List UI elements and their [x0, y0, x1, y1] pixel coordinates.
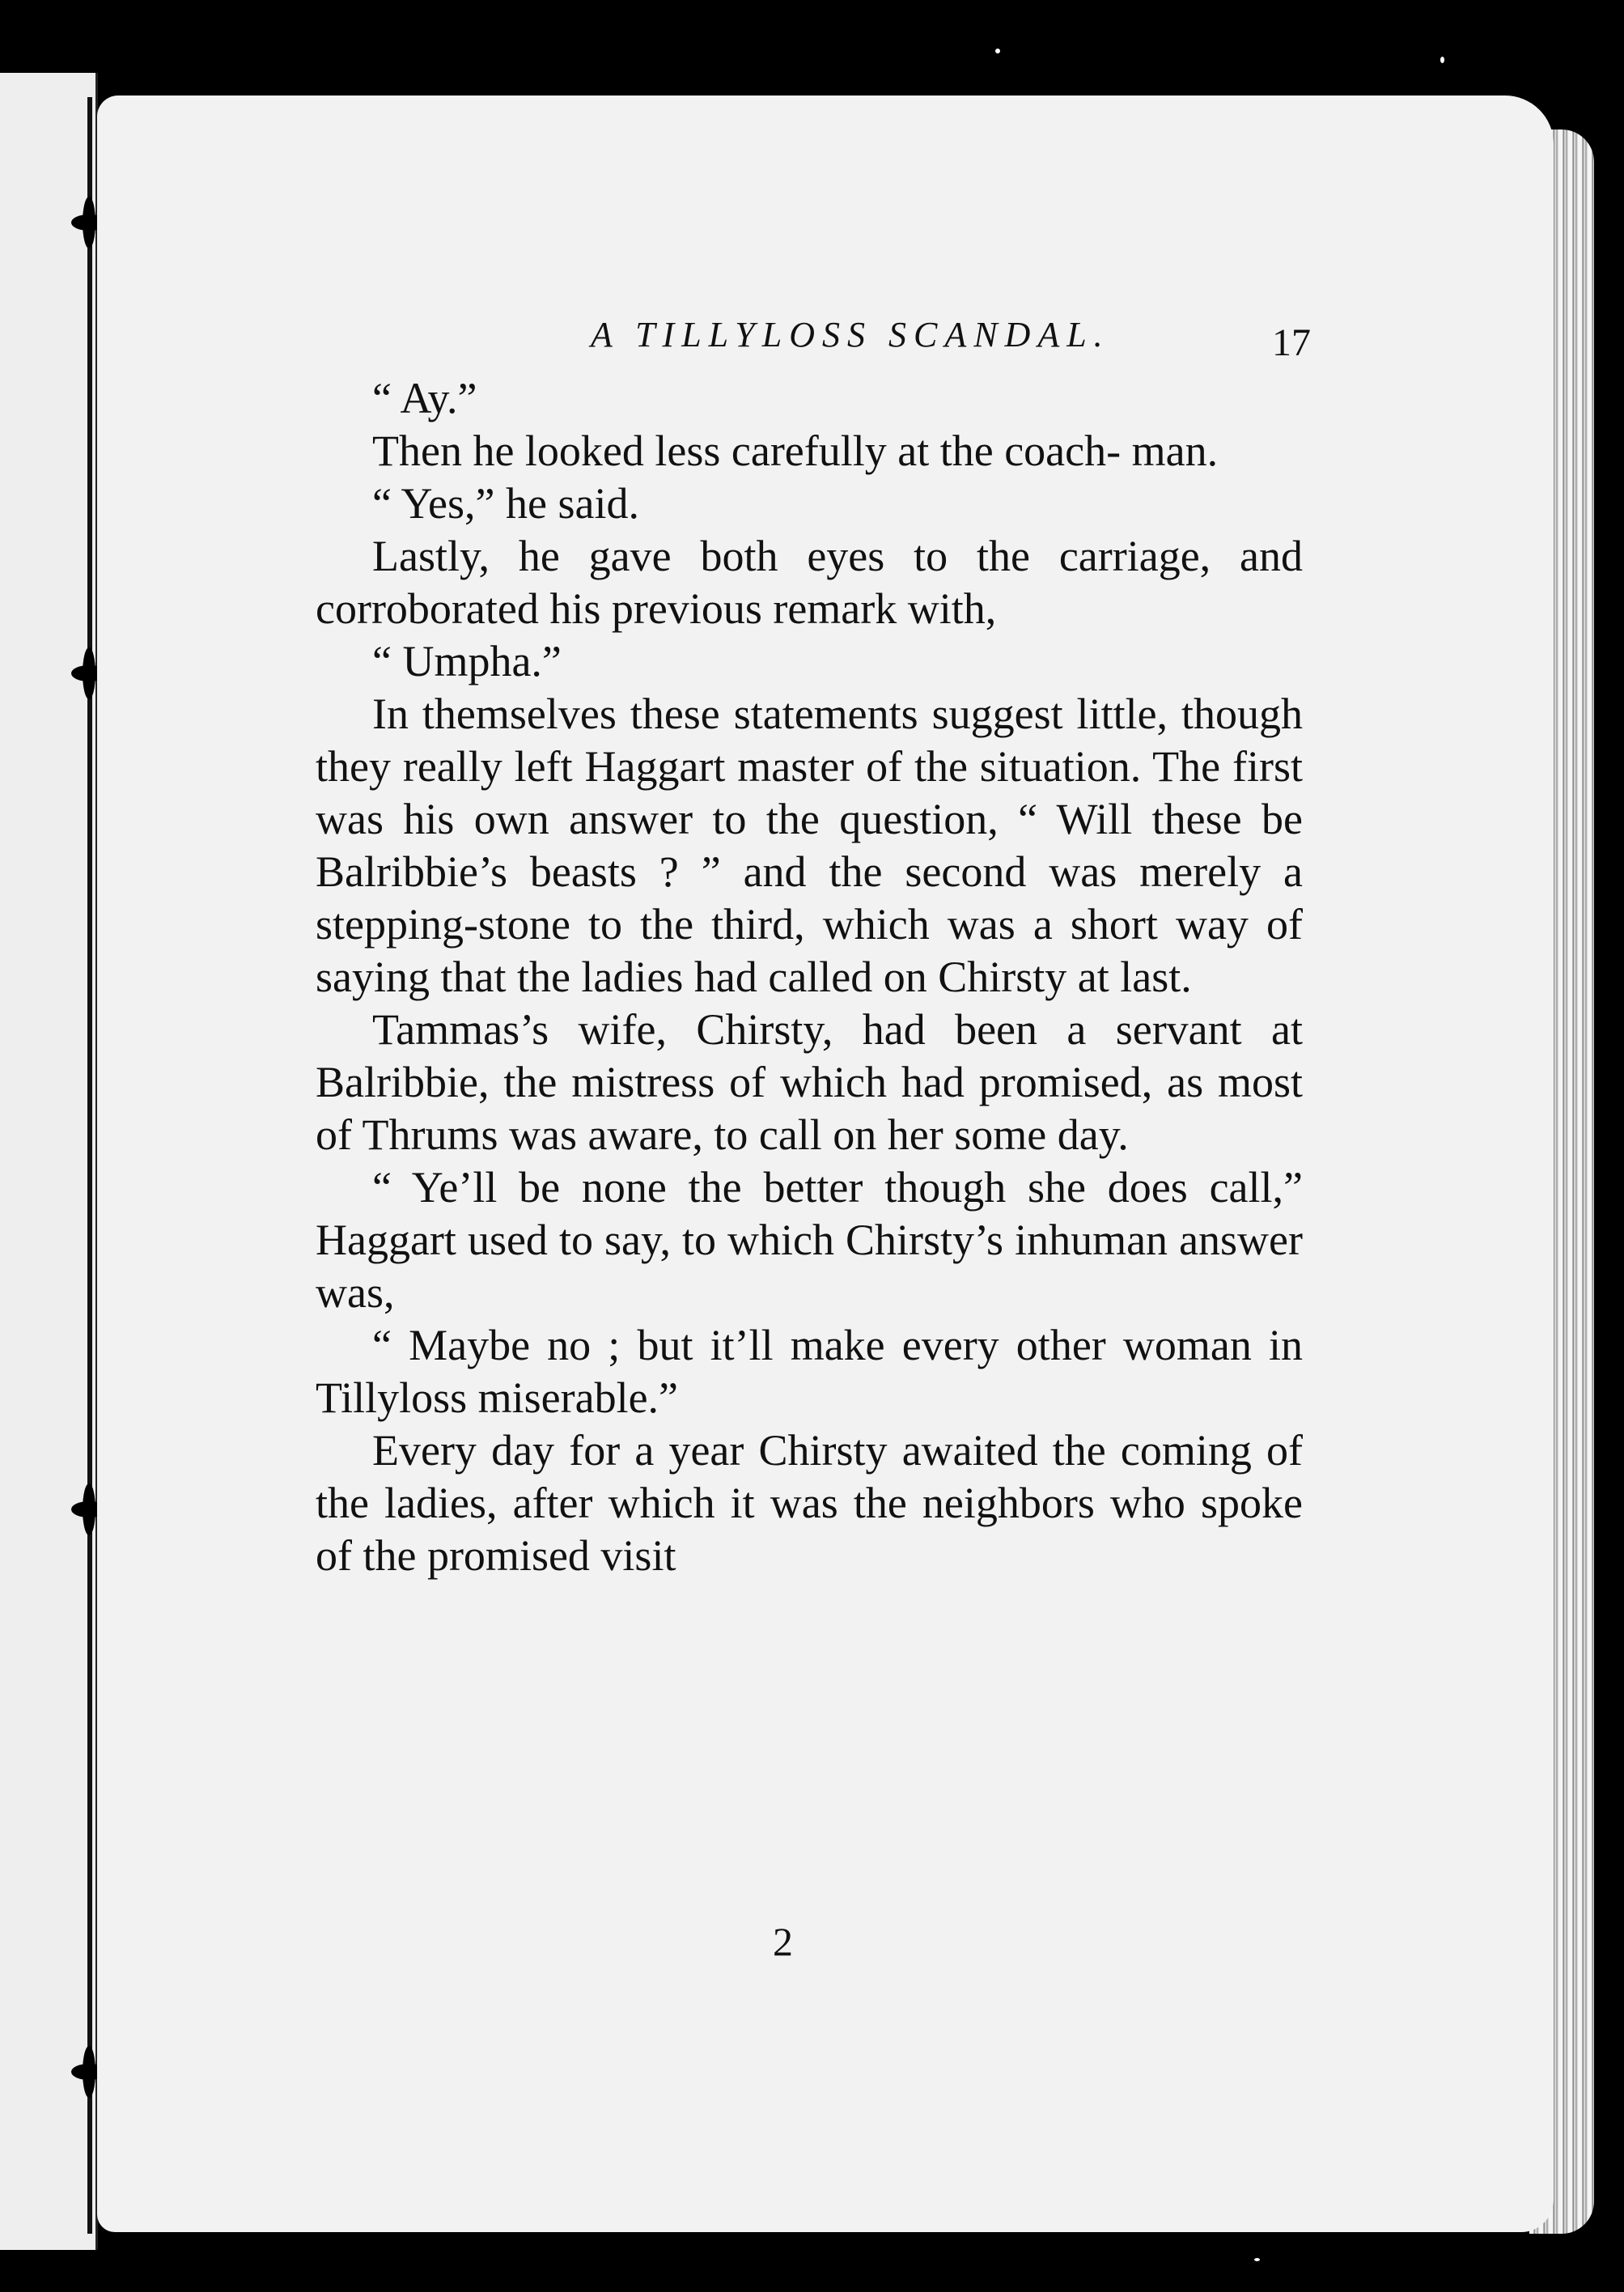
paragraph: “ Yes,” he said.	[372, 479, 639, 528]
scan-speck	[1440, 57, 1444, 63]
paragraph: “ Umpha.”	[372, 637, 562, 685]
paragraph: “ Ye’ll be none the better though she does call,” Haggart used to say, to which Chirsty’s inhuman answer was,	[316, 1163, 1303, 1317]
paragraph: Then he looked less carefully at the coach- man.	[372, 427, 1219, 475]
binding-line	[87, 97, 92, 2234]
body-text	[316, 372, 1303, 1582]
facing-page-edge	[0, 73, 98, 2250]
paragraph: Tammas’s wife, Chirsty, had been a servant at Balribbie, the mistress of which had promised, as most of Thrums was aware, to call on her some day.	[316, 1005, 1303, 1159]
running-head: A TILLYLOSS SCANDAL.	[591, 315, 1110, 354]
scan-speck	[995, 49, 1000, 53]
paragraph: “ Ay.”	[372, 374, 477, 422]
paragraph: Every day for a year Chirsty awaited the coming of the ladies, after which it was the neighbors who spoke of the promised visit	[316, 1426, 1303, 1580]
page-number: 17	[1272, 321, 1311, 364]
scan-speck	[1254, 2258, 1260, 2261]
paragraph: In themselves these statements suggest little, though they really left Haggart master of the situation. The first was his own answer to the question, “ Will these be Balribbie’s beasts ? ” and the second was merely a stepping-stone to the third, which was a short way of saying that the ladies had called on Chirsty at last.	[316, 690, 1303, 1001]
signature-mark: 2	[773, 1919, 793, 1964]
paragraph: “ Maybe no ; but it’ll make every other woman in Tillyloss miserable.”	[316, 1321, 1303, 1422]
paragraph: Lastly, he gave both eyes to the carriage, and corroborated his previous remark with,	[316, 532, 1303, 633]
